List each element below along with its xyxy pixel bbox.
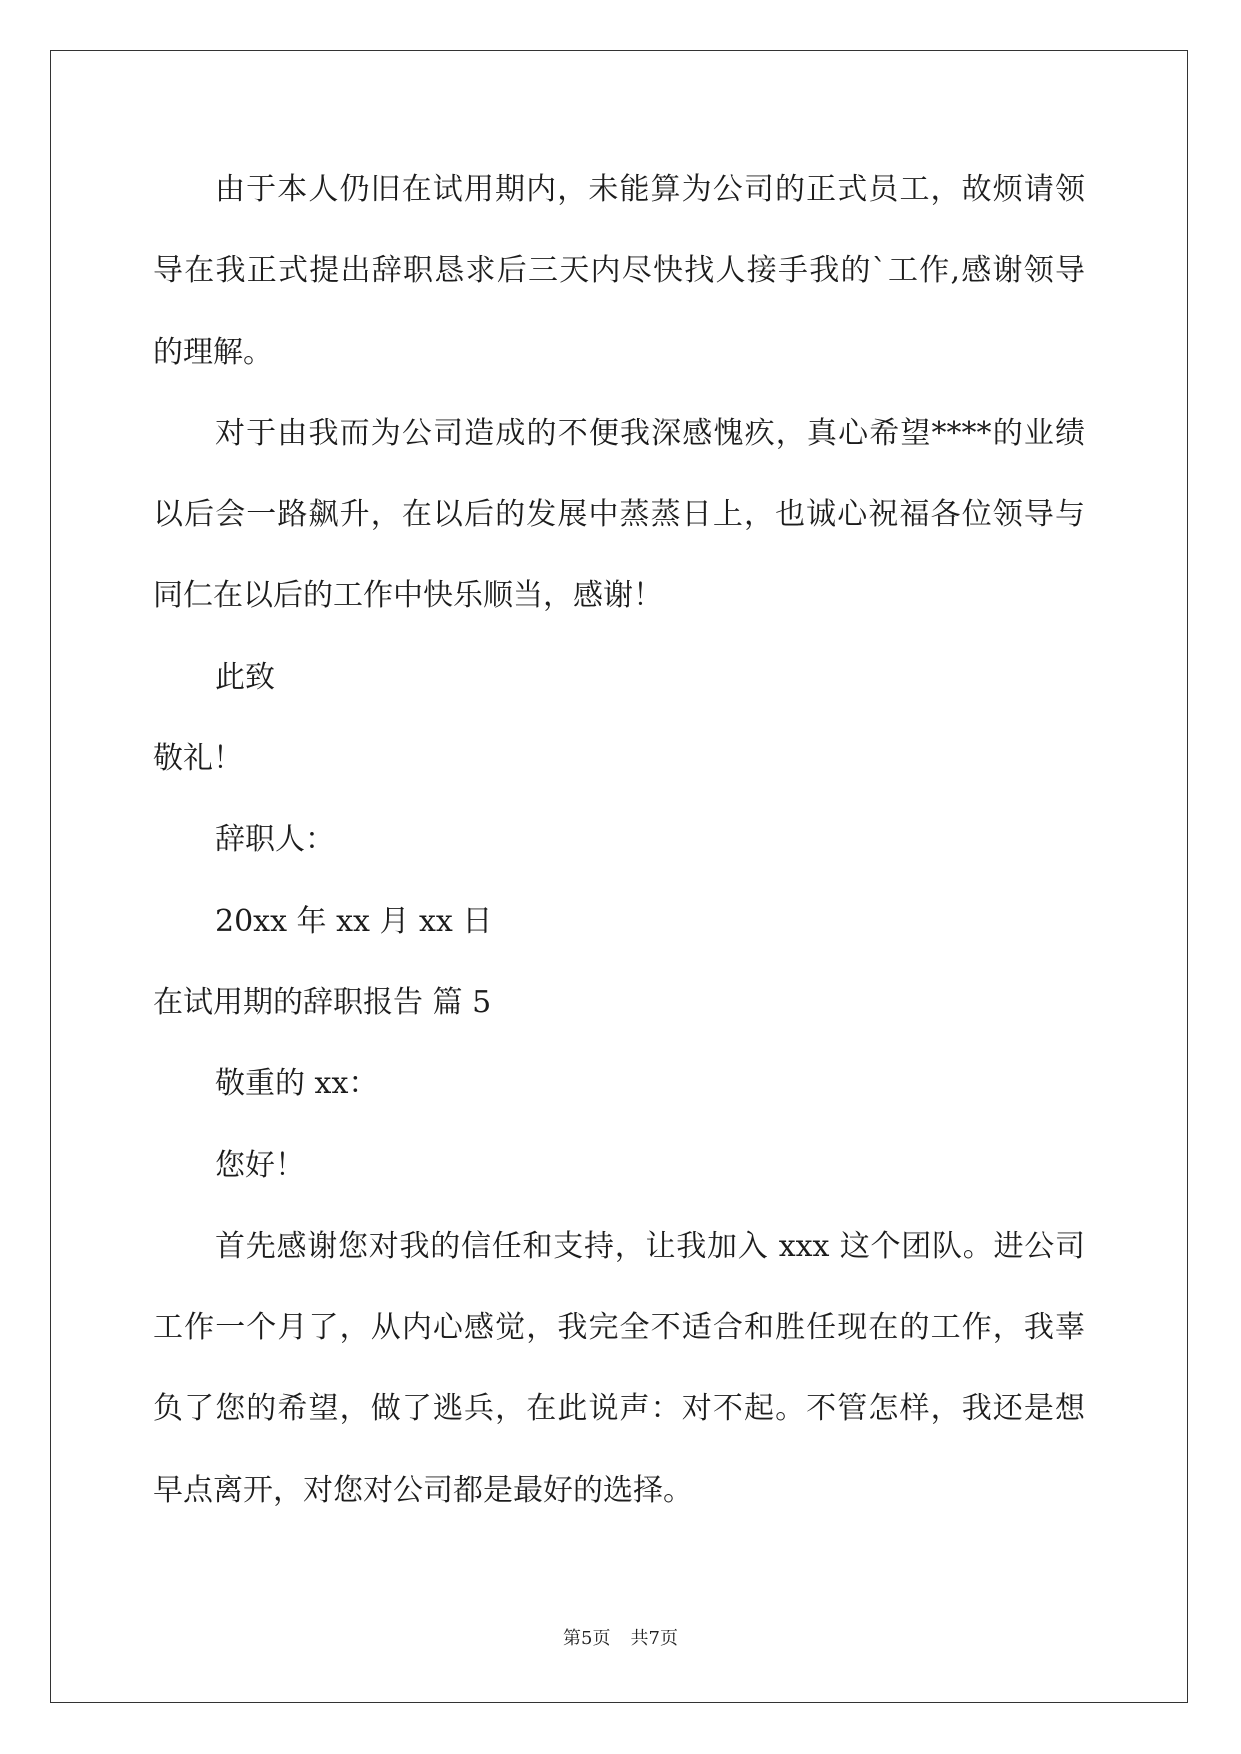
document-body [153, 149, 1085, 1531]
text-line: 导在我正式提出辞职恳求后三天内尽快找人接手我的`工作,感谢领导 [153, 253, 1085, 289]
text-line: 同仁在以后的工作中快乐顺当，感谢！ [153, 578, 663, 614]
page-footer [0, 1624, 1241, 1650]
letter-salute: 敬礼！ [153, 741, 243, 777]
current-page-label: 第5页 [563, 1628, 611, 1649]
letter-closing: 此致 [215, 659, 275, 695]
text-line: 工作一个月了，从内心感觉，我完全不适合和胜任现在的工作，我辜 [153, 1310, 1085, 1346]
text-line: 负了您的希望，做了逃兵，在此说声：对不起。不管怎样，我还是想 [153, 1391, 1085, 1427]
text-line: 以后会一路飙升，在以后的发展中蒸蒸日上，也诚心祝福各位领导与 [153, 497, 1085, 533]
text-line: 首先感谢您对我的信任和支持，让我加入 xxx 这个团队。进公司 [215, 1228, 1085, 1264]
text-line: 由于本人仍旧在试用期内，未能算为公司的正式员工，故烦请领 [215, 172, 1085, 207]
letter-greeting: 敬重的 xx： [215, 1066, 379, 1102]
letter-opening: 您好！ [215, 1147, 305, 1183]
text-line: 对于由我而为公司造成的不便我深感愧疚，真心希望****的业绩 [215, 415, 1085, 451]
total-pages-label: 共7页 [630, 1628, 678, 1649]
section-heading: 在试用期的辞职报告 篇 5 [153, 984, 492, 1020]
letter-date: 20xx 年 xx 月 xx 日 [215, 903, 493, 939]
text-line: 早点离开，对您对公司都是最好的选择。 [153, 1472, 693, 1508]
signature-label: 辞职人： [215, 822, 335, 858]
text-line: 的理解。 [153, 334, 273, 370]
